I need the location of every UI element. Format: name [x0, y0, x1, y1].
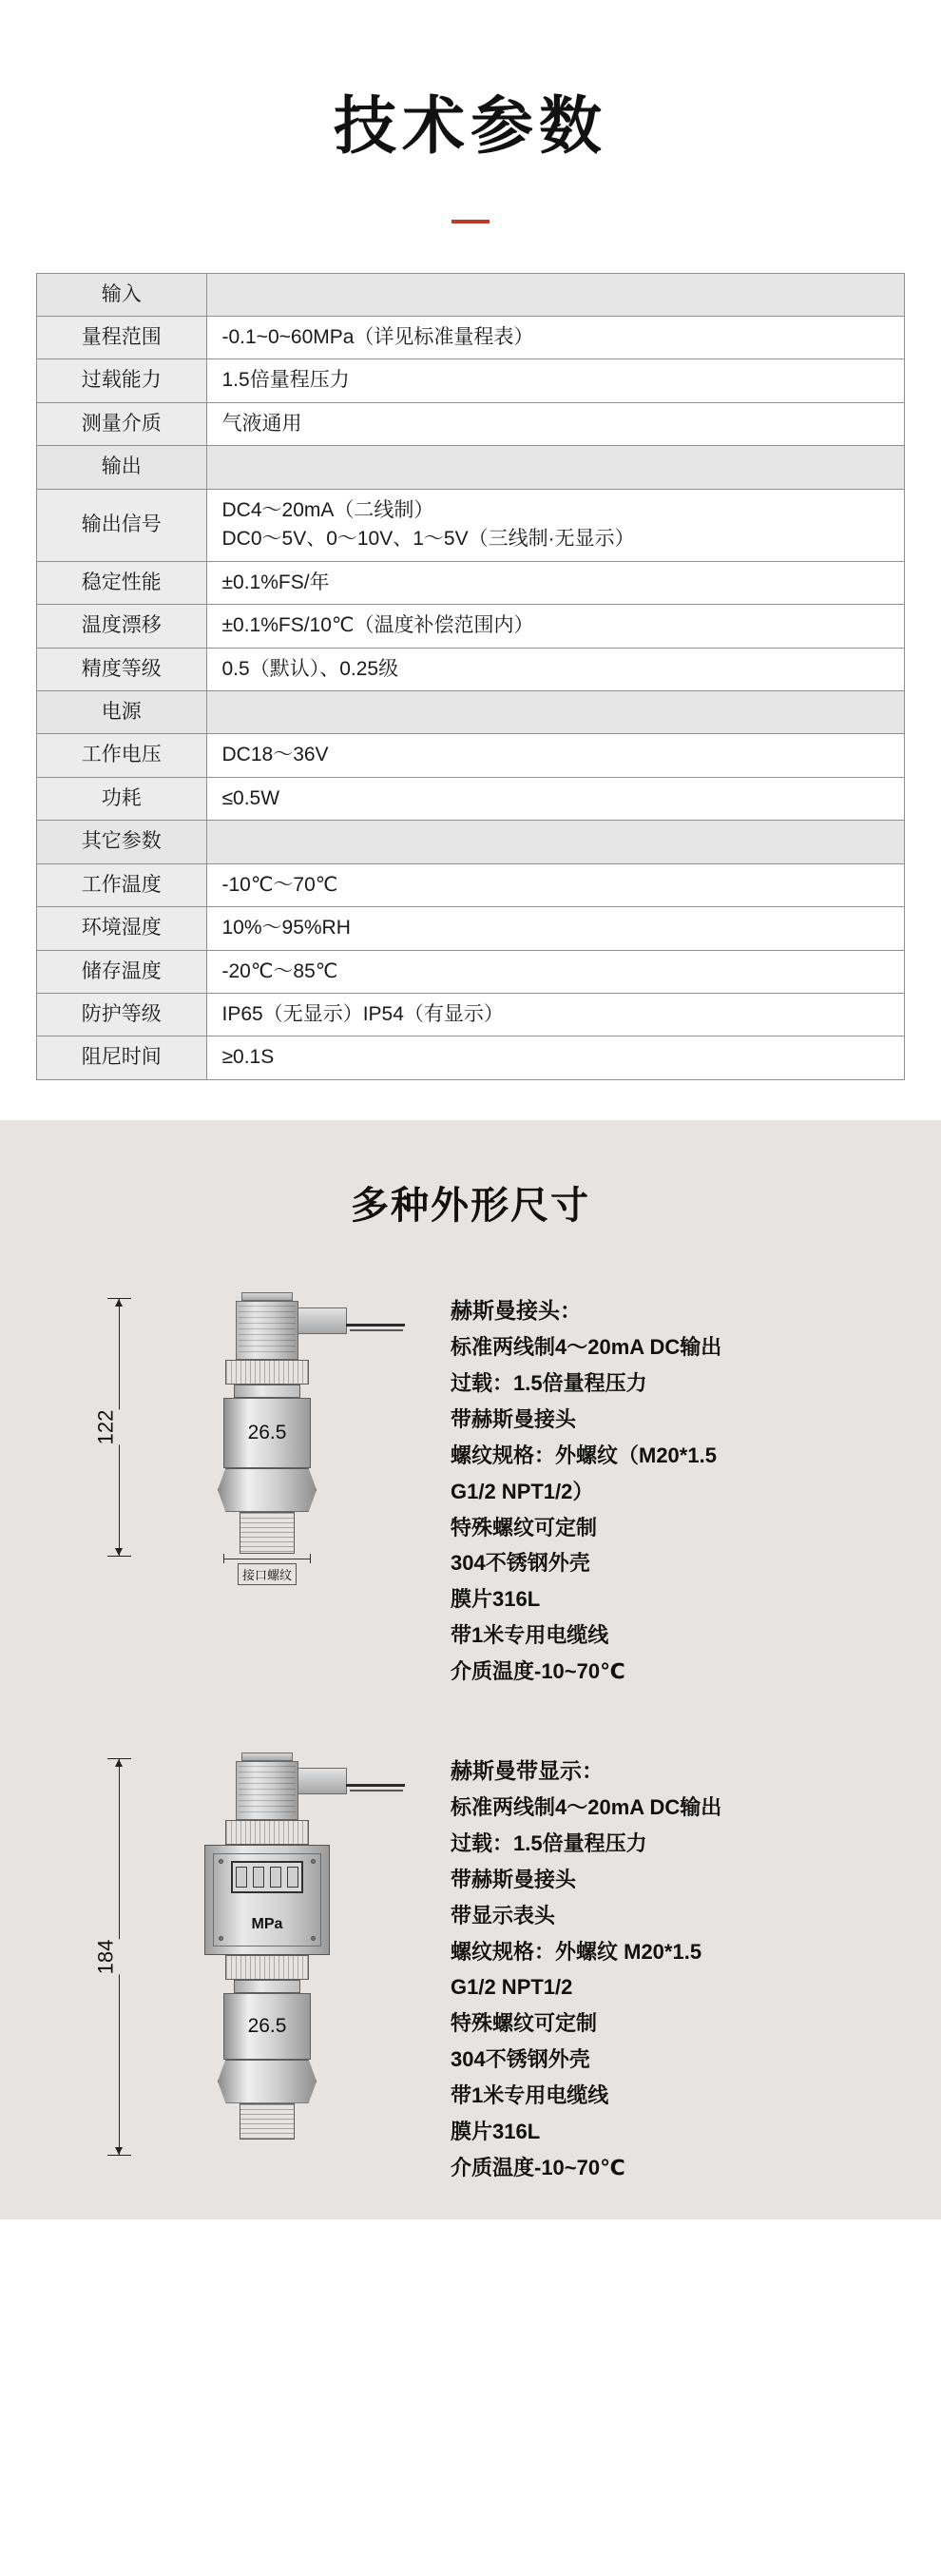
lcd-digit [253, 1867, 264, 1888]
spec-value-lines [222, 611, 895, 640]
spec-label-cell: 工作温度 [37, 863, 206, 906]
spec-value-cell [206, 994, 904, 1036]
spec-value-line: 0.5（默认）、0.25级 [221, 657, 399, 680]
spec-value-cell [206, 605, 904, 648]
table-row [37, 317, 904, 359]
spec-value-cell [206, 274, 904, 317]
product-line: 螺纹规格：外螺纹（M20*1.5 [451, 1443, 717, 1467]
product-line: 304不锈钢外壳 [451, 1551, 590, 1576]
spec-value-cell [206, 777, 904, 820]
port-thread-note-1: 接口螺纹 [238, 1563, 297, 1585]
spec-value-line: -0.1~0~60MPa（详见标准量程表） [221, 326, 534, 349]
product-drawing-hirschmann-display [32, 1753, 441, 2140]
table-row [37, 274, 904, 317]
top-plate-icon [241, 1753, 293, 1761]
dimensions-section-title: 多种外形尺寸 [351, 1184, 590, 1227]
connector-side-block [298, 1307, 347, 1334]
table-row [37, 777, 904, 820]
spec-label-cell: 测量介质 [37, 402, 206, 445]
product-block-hirschmann-display [0, 1753, 941, 2186]
spec-value-line: DC18～36V [221, 744, 329, 766]
lcd-digit [287, 1867, 298, 1888]
spec-label-cell: 储存温度 [37, 950, 206, 993]
knurled-nut-icon [225, 1360, 309, 1385]
spec-value-line: IP65（无显示）IP54（有显示） [221, 1003, 504, 1026]
spec-label-cell: 输出信号 [37, 489, 206, 561]
spec-value-line: ≥0.1S [221, 1046, 275, 1069]
spec-value-cell [206, 561, 904, 604]
dimension-arrow-top [115, 1759, 123, 1767]
dimensions-section [0, 1120, 941, 2219]
spec-value-lines [222, 496, 895, 554]
spec-value-cell [206, 863, 904, 906]
spec-label-cell: 精度等级 [37, 648, 206, 690]
spec-label-cell: 功耗 [37, 777, 206, 820]
product-line: 介质温度-10~70℃ [451, 1658, 625, 1683]
spec-label-cell: 阻尼时间 [37, 1036, 206, 1079]
spec-value-lines [222, 655, 895, 684]
dimension-cap-bottom [107, 1556, 131, 1557]
cable-icon [346, 1324, 405, 1327]
spec-value-lines [222, 914, 895, 942]
connector-ribs [239, 1766, 296, 1815]
product-line: 带1米专用电缆线 [451, 1623, 609, 1648]
product-line: 标准两线制4～20mA DC输出 [451, 1335, 722, 1360]
sensor-body-1 [153, 1292, 381, 1585]
spec-value-line: DC0～5V、0～10V、1～5V（三线制·无显示） [221, 528, 635, 551]
display-head-icon [204, 1845, 330, 1955]
spec-value-cell [206, 402, 904, 445]
collar-icon [234, 1980, 300, 1993]
table-row [37, 821, 904, 863]
spec-value-lines [222, 569, 895, 597]
spec-label-cell: 其它参数 [37, 821, 206, 863]
connector-ribs [239, 1306, 296, 1355]
table-row [37, 561, 904, 604]
spec-value-line: 10%～95%RH [221, 917, 351, 939]
product-line: 带显示表头 [451, 1903, 556, 1927]
hirschmann-connector-icon [236, 1301, 298, 1360]
width-dimension-value-1: 26.5 [247, 1421, 287, 1443]
spec-table [37, 274, 904, 1080]
lcd-digit [270, 1867, 281, 1888]
table-row [37, 950, 904, 993]
spec-value-cell [206, 821, 904, 863]
spec-value-cell [206, 907, 904, 950]
spec-value-lines [222, 741, 895, 769]
tech-params-section-header [0, 0, 941, 223]
spec-value-lines [222, 871, 895, 900]
spec-value-lines [222, 958, 895, 986]
spec-value-line: ≤0.5W [221, 786, 280, 809]
spec-label-cell: 温度漂移 [37, 605, 206, 648]
spec-label-cell: 稳定性能 [37, 561, 206, 604]
dimension-arrow-bottom [115, 1548, 123, 1556]
spec-value-line: -10℃～70℃ [221, 873, 338, 896]
sensor-diagram-2 [94, 1753, 379, 2140]
spec-value-lines [222, 1043, 895, 1072]
product-text-hirschmann-display [441, 1753, 909, 2186]
spec-label-cell: 工作电压 [37, 734, 206, 777]
dimension-arrow-bottom [115, 2147, 123, 2155]
spec-value-line: 气液通用 [221, 412, 302, 435]
table-row [37, 446, 904, 489]
table-row [37, 605, 904, 648]
product-heading-1: 赫斯曼接头： [451, 1297, 582, 1323]
table-row [37, 489, 904, 561]
spec-label-cell: 输出 [37, 446, 206, 489]
sensor-body-2 [153, 1753, 381, 2140]
table-row [37, 994, 904, 1036]
product-line: 过载：1.5倍量程压力 [451, 1831, 647, 1856]
product-line: G1/2 NPT1/2 [451, 1975, 573, 2000]
spec-value-cell [206, 489, 904, 561]
height-dimension-1 [94, 1292, 144, 1562]
spec-value-cell [206, 734, 904, 777]
product-line: 介质温度-10~70℃ [451, 2155, 625, 2179]
cable-icon [346, 1784, 405, 1787]
spec-value-lines [222, 366, 895, 395]
spec-value-cell [206, 690, 904, 733]
spec-table-body [37, 274, 904, 1080]
title-divider [451, 220, 490, 223]
dimension-arrow-top [115, 1299, 123, 1307]
spec-value-lines [222, 410, 895, 438]
spec-value-cell [206, 648, 904, 690]
spec-value-line: ±0.1%FS/10℃（温度补偿范围内） [221, 614, 534, 637]
spec-label-cell: 防护等级 [37, 994, 206, 1036]
spec-value-cell [206, 1036, 904, 1079]
table-row [37, 1036, 904, 1079]
sensor-barrel-2 [223, 1993, 311, 2060]
screw-dot-icon [219, 1936, 223, 1941]
hex-nut-icon [218, 1468, 317, 1512]
spec-value-line: DC4～20mA（二线制） [221, 498, 434, 521]
screw-dot-icon [311, 1936, 316, 1941]
display-unit-label: MPa [251, 1915, 283, 1932]
product-line: 标准两线制4～20mA DC输出 [451, 1795, 722, 1820]
spec-table-wrapper [36, 273, 905, 1080]
spec-value-cell [206, 446, 904, 489]
top-plate-icon [241, 1292, 293, 1301]
spec-value-lines [222, 1000, 895, 1029]
spec-value-line: ±0.1%FS/年 [221, 571, 330, 593]
hex-nut-icon [218, 2060, 317, 2103]
table-row [37, 359, 904, 402]
product-line: 304不锈钢外壳 [451, 2047, 590, 2072]
cable-secondary-icon [350, 1329, 403, 1331]
screw-dot-icon [311, 1859, 316, 1864]
spec-value-lines [222, 784, 895, 813]
product-line: 特殊螺纹可定制 [451, 2011, 598, 2036]
process-thread-icon [240, 1512, 295, 1554]
collar-icon [234, 1385, 300, 1398]
product-line: 膜片316L [451, 1587, 541, 1612]
product-line: 特殊螺纹可定制 [451, 1515, 598, 1540]
height-dimension-2 [94, 1753, 144, 2161]
lcd-display [231, 1861, 303, 1893]
product-line: 过载：1.5倍量程压力 [451, 1371, 647, 1396]
product-text-hirschmann [441, 1292, 909, 1690]
spec-label-cell: 过载能力 [37, 359, 206, 402]
table-row [37, 648, 904, 690]
cable-secondary-icon [350, 1790, 403, 1792]
spec-value-line: 1.5倍量程压力 [221, 369, 350, 392]
page-title: 技术参数 [334, 90, 607, 161]
connector-side-block [298, 1768, 347, 1794]
process-thread-icon [240, 2103, 295, 2140]
table-row [37, 907, 904, 950]
width-dimension-value-2: 26.5 [247, 2014, 287, 2037]
spec-label-cell: 电源 [37, 690, 206, 733]
table-row [37, 402, 904, 445]
product-heading-2: 赫斯曼带显示： [451, 1757, 604, 1783]
table-row [37, 690, 904, 733]
sensor-barrel-1 [223, 1398, 311, 1468]
dimension-cap-bottom [107, 2155, 131, 2156]
product-block-hirschmann [0, 1292, 941, 1690]
screw-dot-icon [219, 1859, 223, 1864]
lcd-digit [236, 1867, 247, 1888]
height-dimension-value-2: 184 [90, 1939, 121, 1974]
product-line: 螺纹规格：外螺纹 M20*1.5 [451, 1939, 702, 1964]
height-dimension-value-1: 122 [90, 1410, 121, 1445]
spec-label-cell: 量程范围 [37, 317, 206, 359]
sensor-diagram-1 [94, 1292, 379, 1585]
product-line: 带1米专用电缆线 [451, 2082, 609, 2107]
product-line: 带赫斯曼接头 [451, 1407, 577, 1432]
spec-value-cell [206, 317, 904, 359]
spec-value-cell [206, 950, 904, 993]
product-line: 带赫斯曼接头 [451, 1867, 577, 1891]
spec-value-cell [206, 359, 904, 402]
spec-label-cell: 环境湿度 [37, 907, 206, 950]
knurled-nut-lower-icon [225, 1955, 309, 1980]
table-row [37, 863, 904, 906]
spec-value-lines [222, 323, 895, 352]
product-drawing-hirschmann [32, 1292, 441, 1585]
product-line: G1/2 NPT1/2） [451, 1479, 594, 1503]
spec-label-cell: 输入 [37, 274, 206, 317]
knurled-nut-icon [225, 1820, 309, 1845]
spec-value-line: -20℃～85℃ [221, 959, 338, 982]
product-line: 膜片316L [451, 2119, 541, 2143]
hirschmann-connector-icon [236, 1761, 298, 1820]
table-row [37, 734, 904, 777]
